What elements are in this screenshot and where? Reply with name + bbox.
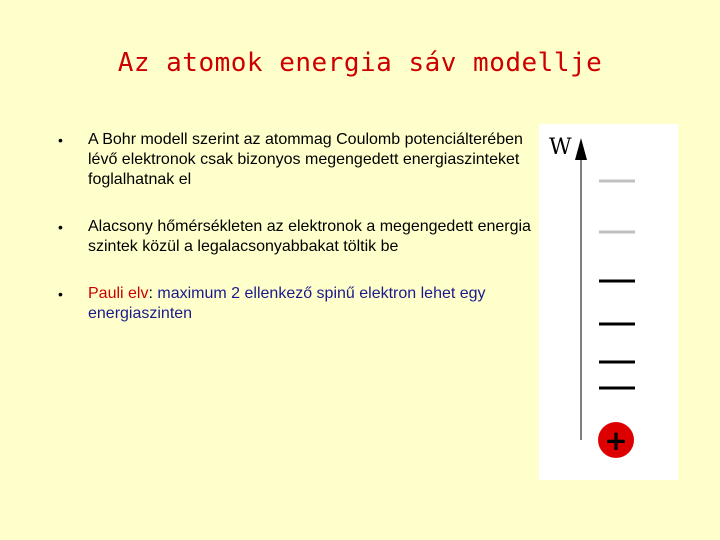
bullet-item-pauli <box>58 284 548 324</box>
bullet-item-bohr <box>58 130 548 190</box>
energy-axis-label: W <box>549 135 572 160</box>
pauli-principle-term: Pauli elv <box>88 285 149 302</box>
energy-axis-arrowhead <box>575 138 587 160</box>
bullet-marker: • <box>58 132 63 148</box>
bullet-list <box>58 130 548 324</box>
nucleus-plus-sign: + <box>604 424 628 457</box>
bullet-marker: • <box>58 286 63 302</box>
slide-title: Az atomok energia sáv modellje <box>117 48 603 78</box>
bullet-text-pauli: maximum 2 ellenkező spinű elektron lehet egy energiaszinten <box>88 285 486 322</box>
energy-level-diagram <box>539 124 678 480</box>
pauli-colon: : <box>148 285 153 302</box>
bullet-marker: • <box>58 219 63 235</box>
bullet-text-low-temperature: Alacsony hőmérsékleten az elektronok a megengedett energia szintek közül a legalacsonyabbakat töltik be <box>88 218 531 255</box>
bullet-item-low-temperature <box>58 217 548 257</box>
bullet-text-bohr: A Bohr modell szerint az atommag Coulomb potenciálterében lévő elektronok csak bizonyos megengedett energiaszinteket foglalhatnak el <box>88 131 523 188</box>
energy-level-svg <box>539 124 678 480</box>
